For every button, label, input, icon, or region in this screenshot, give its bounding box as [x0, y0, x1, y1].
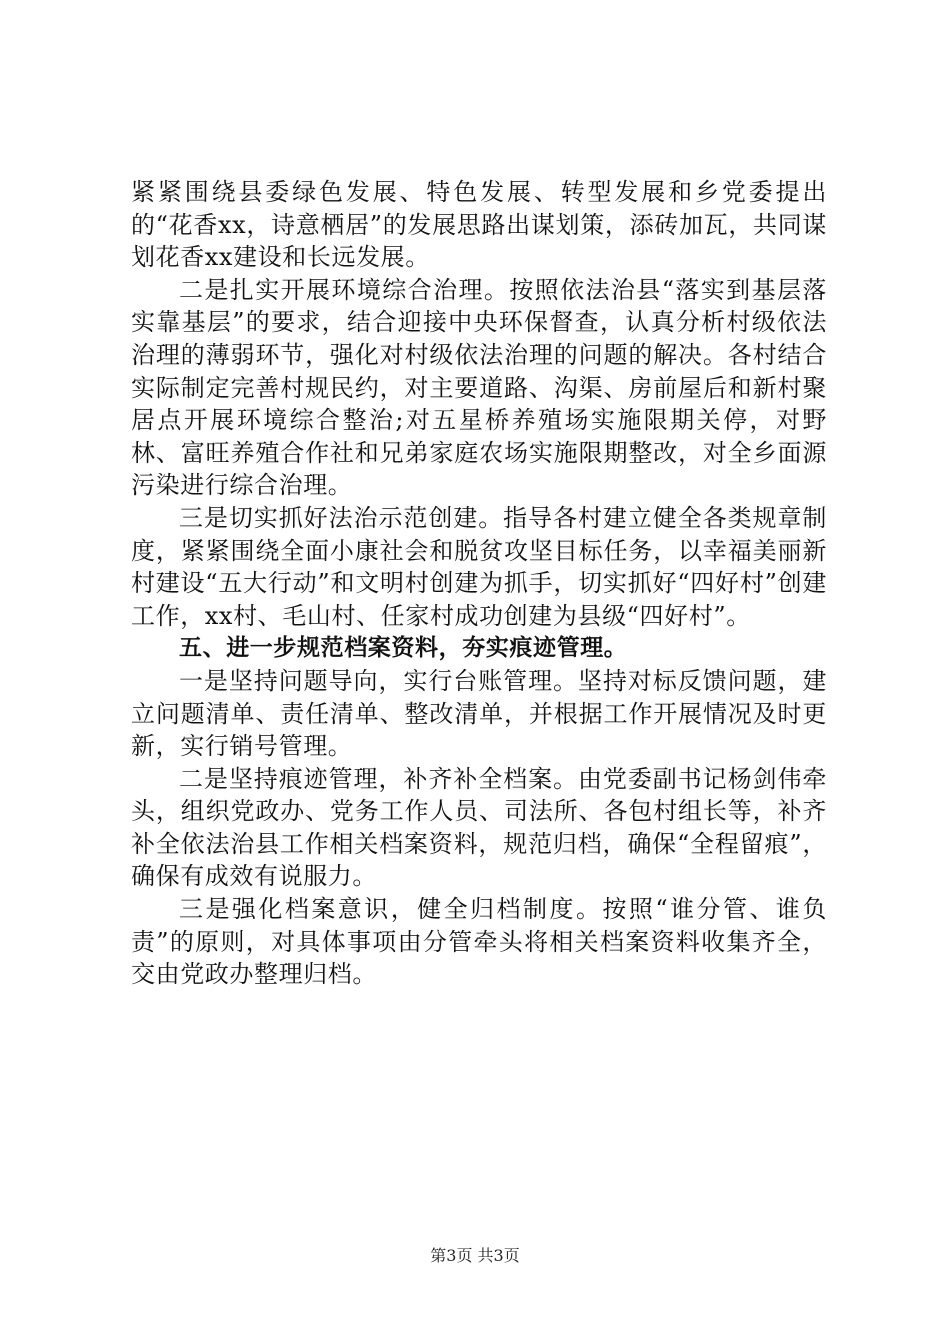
paragraph-rule-of-law-demonstration: 三是切实抓好法治示范创建。指导各村建立健全各类规章制度，紧紧围绕全面小康社会和脱贫攻坚目标任务，以幸福美丽新村建设“五大行动”和文明村创建为抓手，切实抓好“四好村”创建工作，xx村、毛山村、任家村成功创建为县级“四好村”。: [131, 503, 827, 630]
paragraph-continuation: 紧紧围绕县委绿色发展、特色发展、转型发展和乡党委提出的“花香xx，诗意栖居”的发展思路出谋划策，添砖加瓦，共同谋划花香xx建设和长远发展。: [131, 178, 827, 272]
paragraph-archive-awareness: 三是强化档案意识，健全归档制度。按照“谁分管、谁负责”的原则，对具体事项由分管牵头将相关档案资料收集齐全，交由党政办整理归档。: [131, 895, 827, 989]
page-number-footer: 第3页 共3页: [430, 1246, 520, 1265]
document-body: [131, 176, 827, 991]
paragraph-trace-management: 二是坚持痕迹管理，补齐补全档案。由党委副书记杨剑伟牵头，组织党政办、党务工作人员、司法所、各包村组长等，补齐补全依法治县工作相关档案资料，规范归档，确保“全程留痕”，确保有成效有说服力。: [131, 764, 827, 891]
paragraph-problem-oriented: 一是坚持问题导向，实行台账管理。坚持对标反馈问题，建立问题清单、责任清单、整改清单，并根据工作开展情况及时更新，实行销号管理。: [131, 666, 827, 761]
section-heading-five: 五、进一步规范档案资料，夯实痕迹管理。: [179, 635, 628, 662]
paragraph-environment-governance: 二是扎实开展环境综合治理。按照依法治县“落实到基层落实靠基层”的要求，结合迎接中央环保督查，认真分析村级依法治理的薄弱环节，强化对村级依法治理的问题的解决。各村结合实际制定完善村规民约，对主要道路、沟渠、房前屋后和新村聚居点开展环境综合整治;对五星桥养殖场实施限期关停，对野林、富旺养殖合作社和兄弟家庭农场实施限期整改，对全乡面源污染进行综合治理。: [131, 275, 827, 500]
